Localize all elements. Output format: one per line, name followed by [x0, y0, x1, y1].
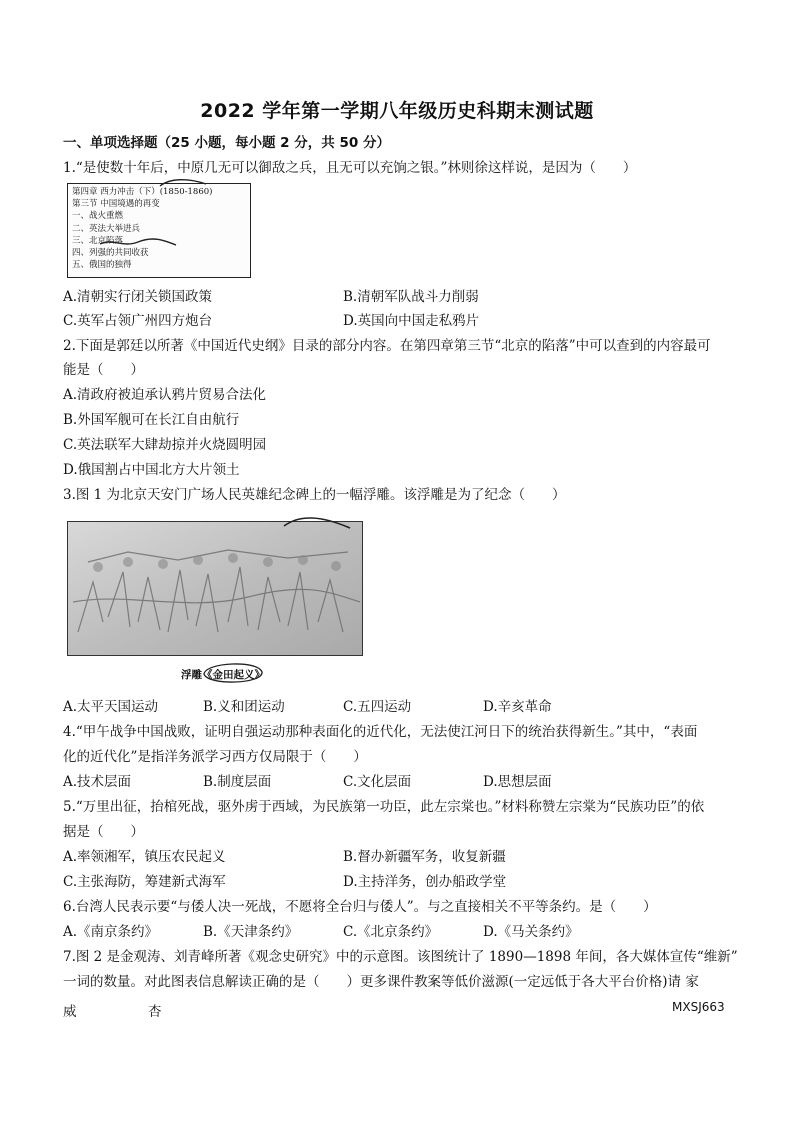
q4-option-b: B.制度层面 — [203, 774, 272, 790]
toc-item: 五、俄国的独得 — [72, 260, 132, 271]
q6-option-a: A.《南京条约》 — [63, 924, 159, 940]
question-4-stem: 4.“甲午战争中国战败，证明自强运动那种表面化的近代化，无法使江河日下的统治获得新生。”其中，“表面 — [63, 724, 698, 740]
q1-option-b: B.清朝军队战斗力削弱 — [343, 289, 479, 305]
question-4-stem-cont: 化的近代化”是指洋务派学习西方仅局限于（ ） — [63, 749, 367, 765]
relief-caption: 浮雕《金田起义》 — [181, 669, 265, 681]
q5-option-c: C.主张海防，筹建新式海军 — [63, 874, 226, 890]
q5-option-b: B.督办新疆军务，收复新疆 — [343, 849, 506, 865]
q1-option-a: A.清朝实行闭关锁国政策 — [63, 289, 213, 305]
handwritten-mark-icon — [158, 176, 208, 190]
q3-option-b: B.义和团运动 — [203, 699, 285, 715]
q4-option-a: A.技术层面 — [63, 774, 132, 790]
question-7-stem: 7.图 2 是金观涛、刘青峰所著《观念史研究》中的示意图。该图统计了 1890—1898 年间，各大媒体宣传“维新” — [63, 949, 738, 965]
relief-sculpture-image — [67, 521, 363, 656]
page-title: 2022 学年第一学期八年级历史科期末测试题 — [200, 100, 594, 122]
toc-item: 四、列强的共同收获 — [72, 248, 149, 259]
question-1-stem: 1.“是使数十年后，中原几无可以御敌之兵，且无可以充饷之银。”林则徐这样说，是因为（ ） — [63, 160, 637, 176]
q1-option-d: D.英国向中国走私鸦片 — [343, 313, 480, 329]
toc-item: 三、北京陷落 — [72, 235, 124, 246]
handwritten-scribble-icon — [282, 512, 352, 532]
question-3-stem: 3.图 1 为北京天安门广场人民英雄纪念碑上的一幅浮雕。该浮雕是为了纪念（ ） — [63, 487, 566, 503]
q2-option-a: A.清政府被迫承认鸦片贸易合法化 — [63, 387, 267, 403]
q6-option-b: B.《天津条约》 — [203, 924, 299, 940]
q2-option-b: B.外国军舰可在长江自由航行 — [63, 412, 240, 428]
q3-option-a: A.太平天国运动 — [63, 699, 159, 715]
relief-texture — [68, 522, 363, 656]
question-2-stem: 2.下面是郭廷以所著《中国近代史纲》目录的部分内容。在第四章第三节“北京的陷落”中可以查到的内容最可 — [63, 338, 711, 354]
q2-option-d: D.俄国割占中国北方大片领土 — [63, 462, 240, 478]
section-heading: 一、单项选择题（25 小题，每小题 2 分，共 50 分） — [63, 135, 390, 151]
q5-option-a: A.率领湘军，镇压农民起义 — [63, 849, 226, 865]
q2-option-c: C.英法联军大肆劫掠并火烧圆明园 — [63, 437, 267, 453]
handwritten-circle-icon — [198, 658, 268, 688]
question-7-stem-cont: 一词的数量。对此图表信息解读正确的是（ ）更多课件教案等低价滋源(一定远低于各大平台价格)请 家 — [63, 974, 699, 990]
toc-item: 一、战火重燃 — [72, 211, 124, 222]
question-2-stem-cont: 能是（ ） — [63, 362, 144, 378]
question-6-stem: 6.台湾人民表示要“与倭人决一死战，不愿将全台归与倭人”。与之直接相关不平等条约。是（ ） — [63, 899, 657, 915]
footer-char-1: 威 — [63, 1004, 77, 1020]
footer-code: MXSJ663 — [672, 1000, 725, 1014]
q3-option-d: D.辛亥革命 — [483, 699, 552, 715]
q4-option-c: C.文化层面 — [343, 774, 412, 790]
handwritten-underline-icon — [98, 236, 178, 250]
q4-option-d: D.思想层面 — [483, 774, 552, 790]
q6-option-d: D.《马关条约》 — [483, 924, 579, 940]
q3-option-c: C.五四运动 — [343, 699, 412, 715]
toc-chapter: 第四章 西力冲击（下）(1850-1860) — [72, 187, 213, 197]
q5-option-d: D.主持洋务，创办船政学堂 — [343, 874, 507, 890]
footer-char-2: 杏 — [148, 1004, 162, 1020]
q6-option-c: C.《北京条约》 — [343, 924, 439, 940]
toc-item: 二、英法大举进兵 — [72, 223, 141, 234]
question-5-stem: 5.“万里出征，抬棺死战，驱外虏于西域，为民族第一功臣，此左宗棠也。”材料称赞左宗棠为“民族功臣”的依 — [63, 799, 705, 815]
q1-option-c: C.英军占领广州四方炮台 — [63, 313, 213, 329]
table-of-contents-image — [67, 183, 251, 278]
question-5-stem-cont: 据是（ ） — [63, 824, 144, 840]
toc-section: 第三节 中国境遇的再变 — [72, 199, 160, 210]
